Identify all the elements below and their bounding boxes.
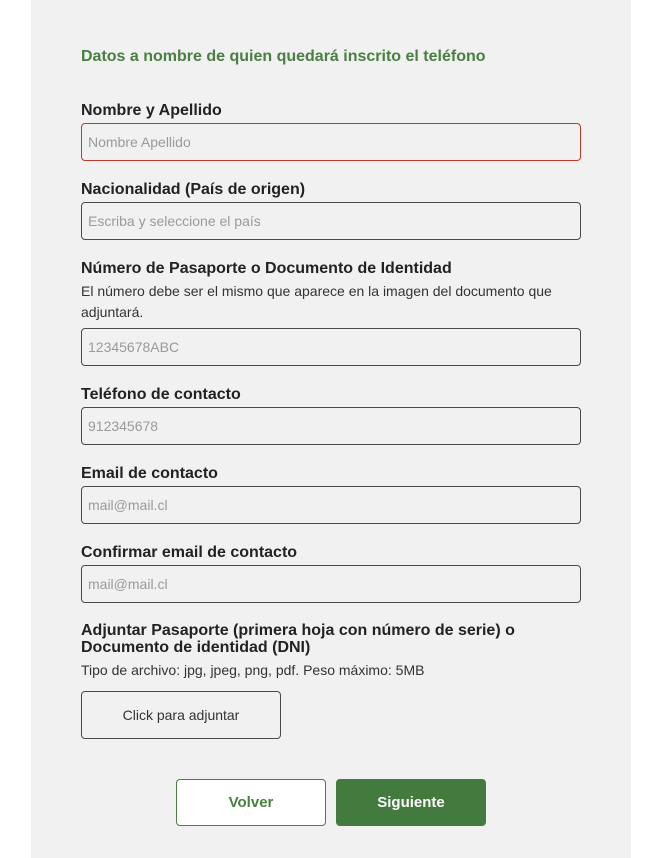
document-number-label: Número de Pasaporte o Documento de Identidad [81, 260, 452, 277]
name-input[interactable] [81, 123, 581, 161]
form-panel [31, 0, 631, 858]
phone-label: Teléfono de contacto [81, 386, 241, 403]
back-button[interactable]: Volver [176, 779, 326, 826]
email-label: Email de contacto [81, 465, 218, 482]
email-input[interactable] [81, 486, 581, 524]
next-button[interactable]: Siguiente [336, 779, 486, 826]
attachment-help: Tipo de archivo: jpg, jpeg, png, pdf. Peso máximo: 5MB [81, 662, 425, 678]
email-confirm-input[interactable] [81, 565, 581, 603]
attachment-label: Adjuntar Pasaporte (primera hoja con número de serie) o Documento de identidad (DNI) [81, 622, 515, 656]
nationality-input[interactable] [81, 202, 581, 240]
email-confirm-label: Confirmar email de contacto [81, 544, 298, 561]
attach-file-button[interactable]: Click para adjuntar [81, 691, 281, 739]
section-title: Datos a nombre de quien quedará inscrito el teléfono [81, 48, 486, 65]
nationality-label: Nacionalidad (País de origen) [81, 181, 306, 198]
name-label: Nombre y Apellido [81, 102, 222, 119]
phone-input[interactable] [81, 407, 581, 445]
document-number-help: El número debe ser el mismo que aparece en la imagen del documento que adjuntará. [81, 283, 552, 320]
document-number-input[interactable] [81, 328, 581, 366]
